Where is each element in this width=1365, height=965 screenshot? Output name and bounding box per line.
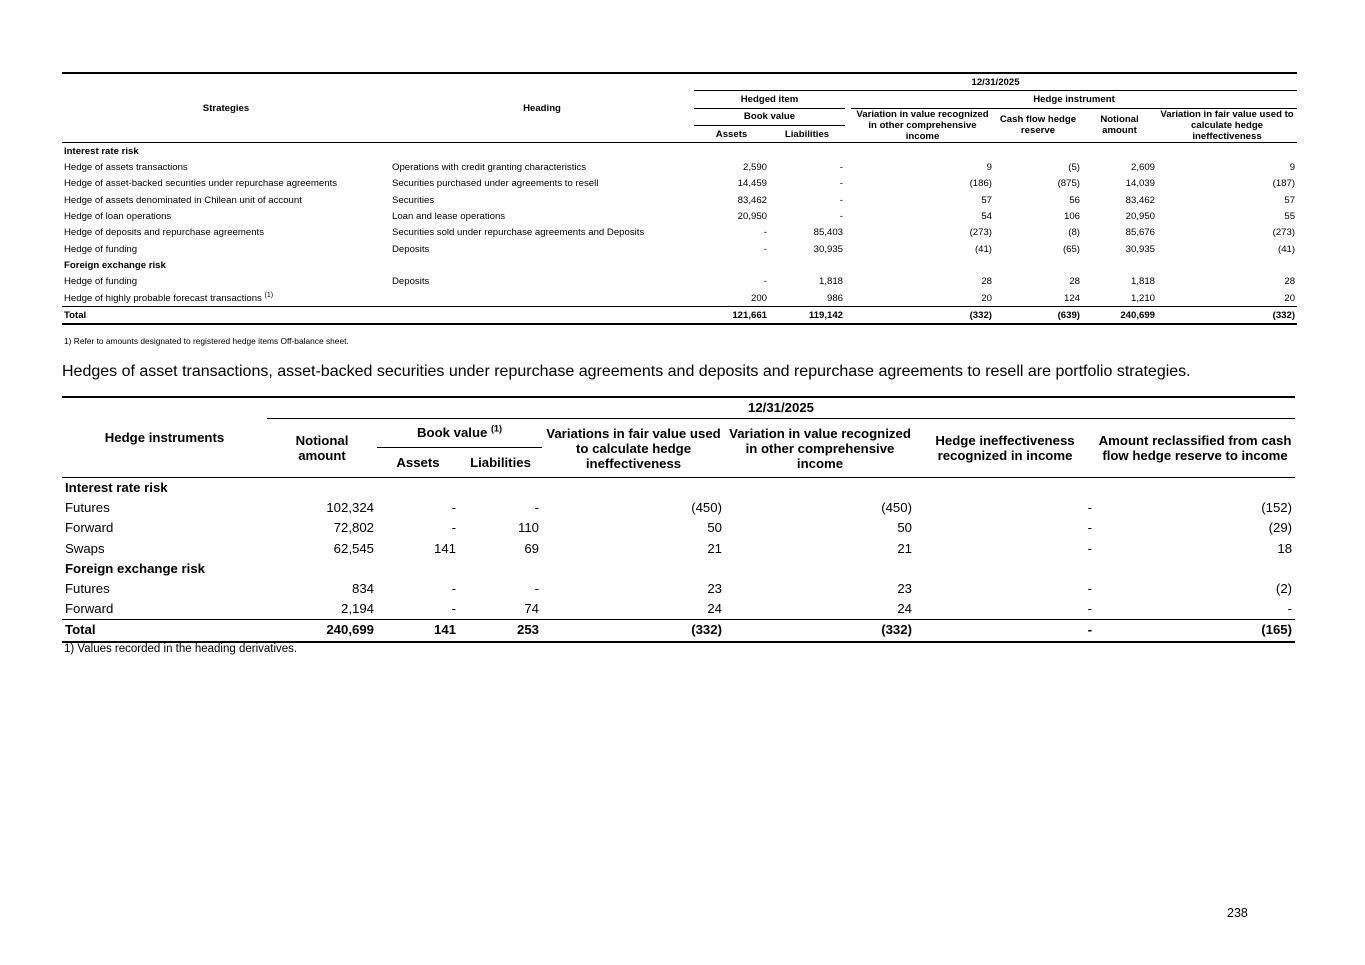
group-title: Interest rate risk bbox=[64, 145, 139, 157]
col-strategies: Strategies bbox=[62, 73, 390, 142]
footnote-marker: (1) bbox=[491, 423, 503, 434]
table-row: Hedge of funding Deposits - 30,935 (41) (65) 30,935 (41) bbox=[64, 243, 1296, 255]
group-title: Foreign exchange risk bbox=[64, 259, 166, 271]
total-row: Total 240,699 141 253 (332) (332) - (165) bbox=[62, 620, 1295, 642]
notional-header: Notional amount bbox=[295, 433, 349, 463]
table-row: Forward 2,194 - 74 24 24 - - bbox=[65, 601, 1293, 617]
variation-oci-header: Variation in value recognized in other comprehensive income bbox=[729, 425, 911, 471]
assets-header: Assets bbox=[396, 454, 440, 470]
reclassified-header: Amount reclassified from cash flow hedge reserve to income bbox=[1098, 433, 1292, 463]
table1-footnote: 1) Refer to amounts designated to registered hedge items Off-balance sheet. bbox=[64, 336, 349, 346]
book-value-header: Book value $^{(1)}$ bbox=[377, 419, 542, 448]
hedge-strategies-table bbox=[62, 72, 1297, 325]
book-value-header: Book value bbox=[694, 108, 845, 125]
group-title: Foreign exchange risk bbox=[65, 560, 205, 576]
hedged-item-header: Hedged item bbox=[694, 91, 845, 108]
table-row: Hedge of asset-backed securities under repurchase agreements Securities purchased under agreements to resell 14,459 - (186) (875) 14,039 (187) bbox=[64, 178, 1296, 190]
table-row: Hedge of highly probable forecast transactions $^{(1)}$ 200 986 20 124 1,210 20 bbox=[64, 291, 1296, 304]
liabilities-header: Liabilities bbox=[470, 454, 531, 470]
table-row: Hedge of assets transactions Operations with credit granting characteristics 2,590 - 9 (5) 2,609 9 bbox=[64, 162, 1296, 174]
variation-fv-header: Variation in fair value used to calculate hedge ineffectiveness bbox=[1160, 108, 1294, 142]
col-heading: Heading bbox=[390, 73, 694, 142]
table-row: Hedge of funding Deposits - 1,818 28 28 1,818 28 bbox=[64, 276, 1296, 288]
period-header: 12/31/2025 bbox=[267, 397, 1295, 419]
table2-footnote: 1) Values recorded in the heading derivatives. bbox=[64, 643, 298, 655]
notional-header: Notional amount bbox=[1100, 114, 1139, 137]
col-hedge-instruments: Hedge instruments bbox=[62, 397, 267, 477]
table-row: Hedge of deposits and repurchase agreements Securities sold under repurchase agreements and Deposits - 85,403 (273) (8) 85,676 (273) bbox=[64, 227, 1296, 239]
table-row: Swaps 62,545 141 69 21 21 - 18 bbox=[65, 540, 1293, 556]
portfolio-strategies-paragraph: Hedges of asset transactions, asset-backed securities under repurchase agreements and deposits and repurchase agreements to resell are portfolio strategies. bbox=[62, 363, 1191, 380]
page-number: 238 bbox=[1227, 906, 1248, 920]
group-title: Interest rate risk bbox=[65, 480, 168, 496]
table-row: Futures 102,324 - - (450) (450) - (152) bbox=[65, 500, 1293, 516]
variation-fv-header: Variations in fair value used to calculate hedge ineffectiveness bbox=[546, 425, 721, 471]
variation-oci-header: Variation in value recognized in other comprehensive income bbox=[856, 108, 989, 142]
assets-header: Assets bbox=[715, 128, 748, 140]
total-row: Total 121,661 119,142 (332) (639) 240,699 (332) bbox=[62, 307, 1297, 325]
table-row: Futures 834 - - 23 23 - (2) bbox=[65, 581, 1293, 597]
table-row: Forward 72,802 - 110 50 50 - (29) bbox=[65, 520, 1293, 536]
hedge-instruments-table bbox=[62, 396, 1295, 643]
period-header: 12/31/2025 bbox=[694, 73, 1297, 91]
ineffectiveness-header: Hedge ineffectiveness recognized in income bbox=[935, 433, 1075, 463]
footnote-marker: (1) bbox=[264, 291, 274, 299]
table-row: Hedge of assets denominated in Chilean unit of account Securities 83,462 - 57 56 83,462 57 bbox=[64, 194, 1296, 206]
liabilities-header: Liabilities bbox=[784, 128, 830, 140]
cash-flow-reserve-header: Cash flow hedge reserve bbox=[999, 114, 1077, 137]
hedge-instrument-header: Hedge instrument bbox=[851, 91, 1297, 108]
table-row: Hedge of loan operations Loan and lease operations 20,950 - 54 106 20,950 55 bbox=[64, 211, 1296, 223]
